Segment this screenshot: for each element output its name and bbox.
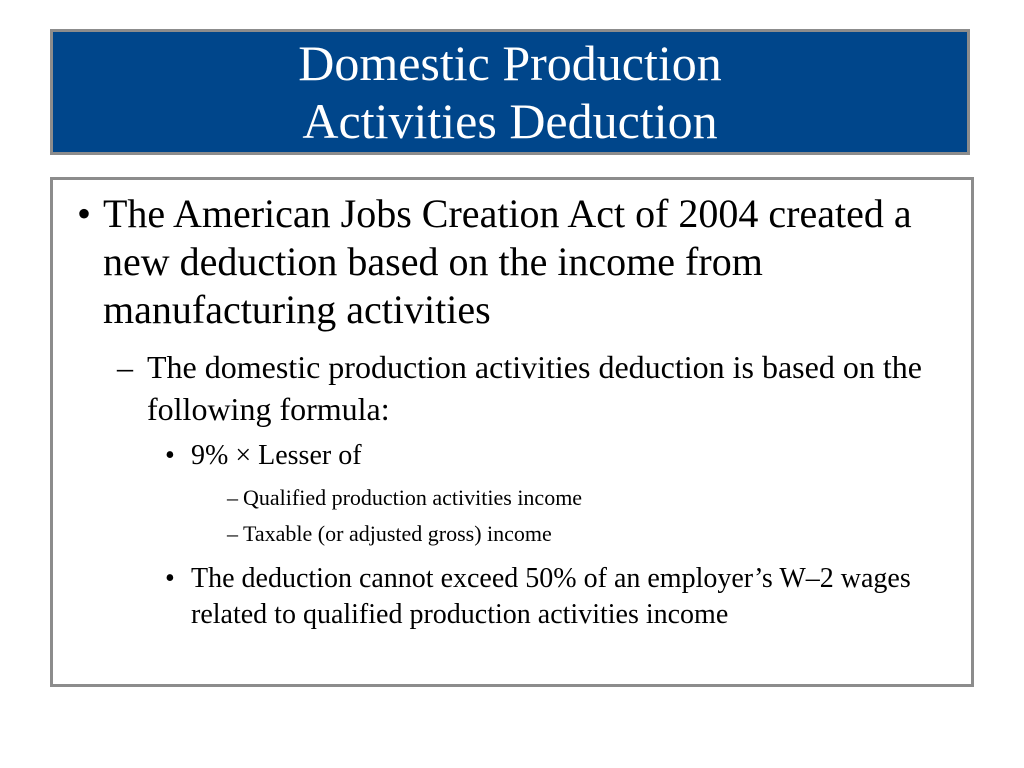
bullet-text: The American Jobs Creation Act of 2004 created a new deduction based on the income from manufacturing activities — [103, 191, 912, 332]
slide-title-box — [50, 29, 970, 155]
bullet-marker: • — [77, 191, 92, 236]
bullet-text: 9% × Lesser of — [191, 440, 362, 471]
bullet-level-2 — [117, 346, 937, 430]
bullet-level-4-qpai — [227, 485, 927, 511]
bullet-marker: • — [165, 440, 175, 471]
dash-marker: – — [117, 349, 133, 385]
bullet-level-3-limit — [165, 561, 945, 633]
bullet-text: The domestic production activities deduction is based on the following formula: — [147, 349, 922, 427]
bullet-text: Qualified production activities income — [243, 485, 583, 510]
bullet-text: Taxable (or adjusted gross) income — [243, 521, 552, 546]
slide-title-line-1: Domestic Production — [298, 35, 722, 91]
dash-marker: – — [227, 485, 238, 510]
dash-marker: – — [227, 521, 238, 546]
bullet-level-4-taxable-income — [227, 521, 927, 547]
bullet-level-1 — [77, 190, 937, 334]
bullet-text: The deduction cannot exceed 50% of an employer’s W–2 wages related to qualified production activities income — [191, 563, 911, 630]
slide-title-line-2: Activities Deduction — [302, 93, 718, 149]
bullet-level-3-formula — [165, 438, 945, 474]
slide-content-box — [50, 177, 974, 687]
bullet-marker: • — [165, 563, 175, 594]
